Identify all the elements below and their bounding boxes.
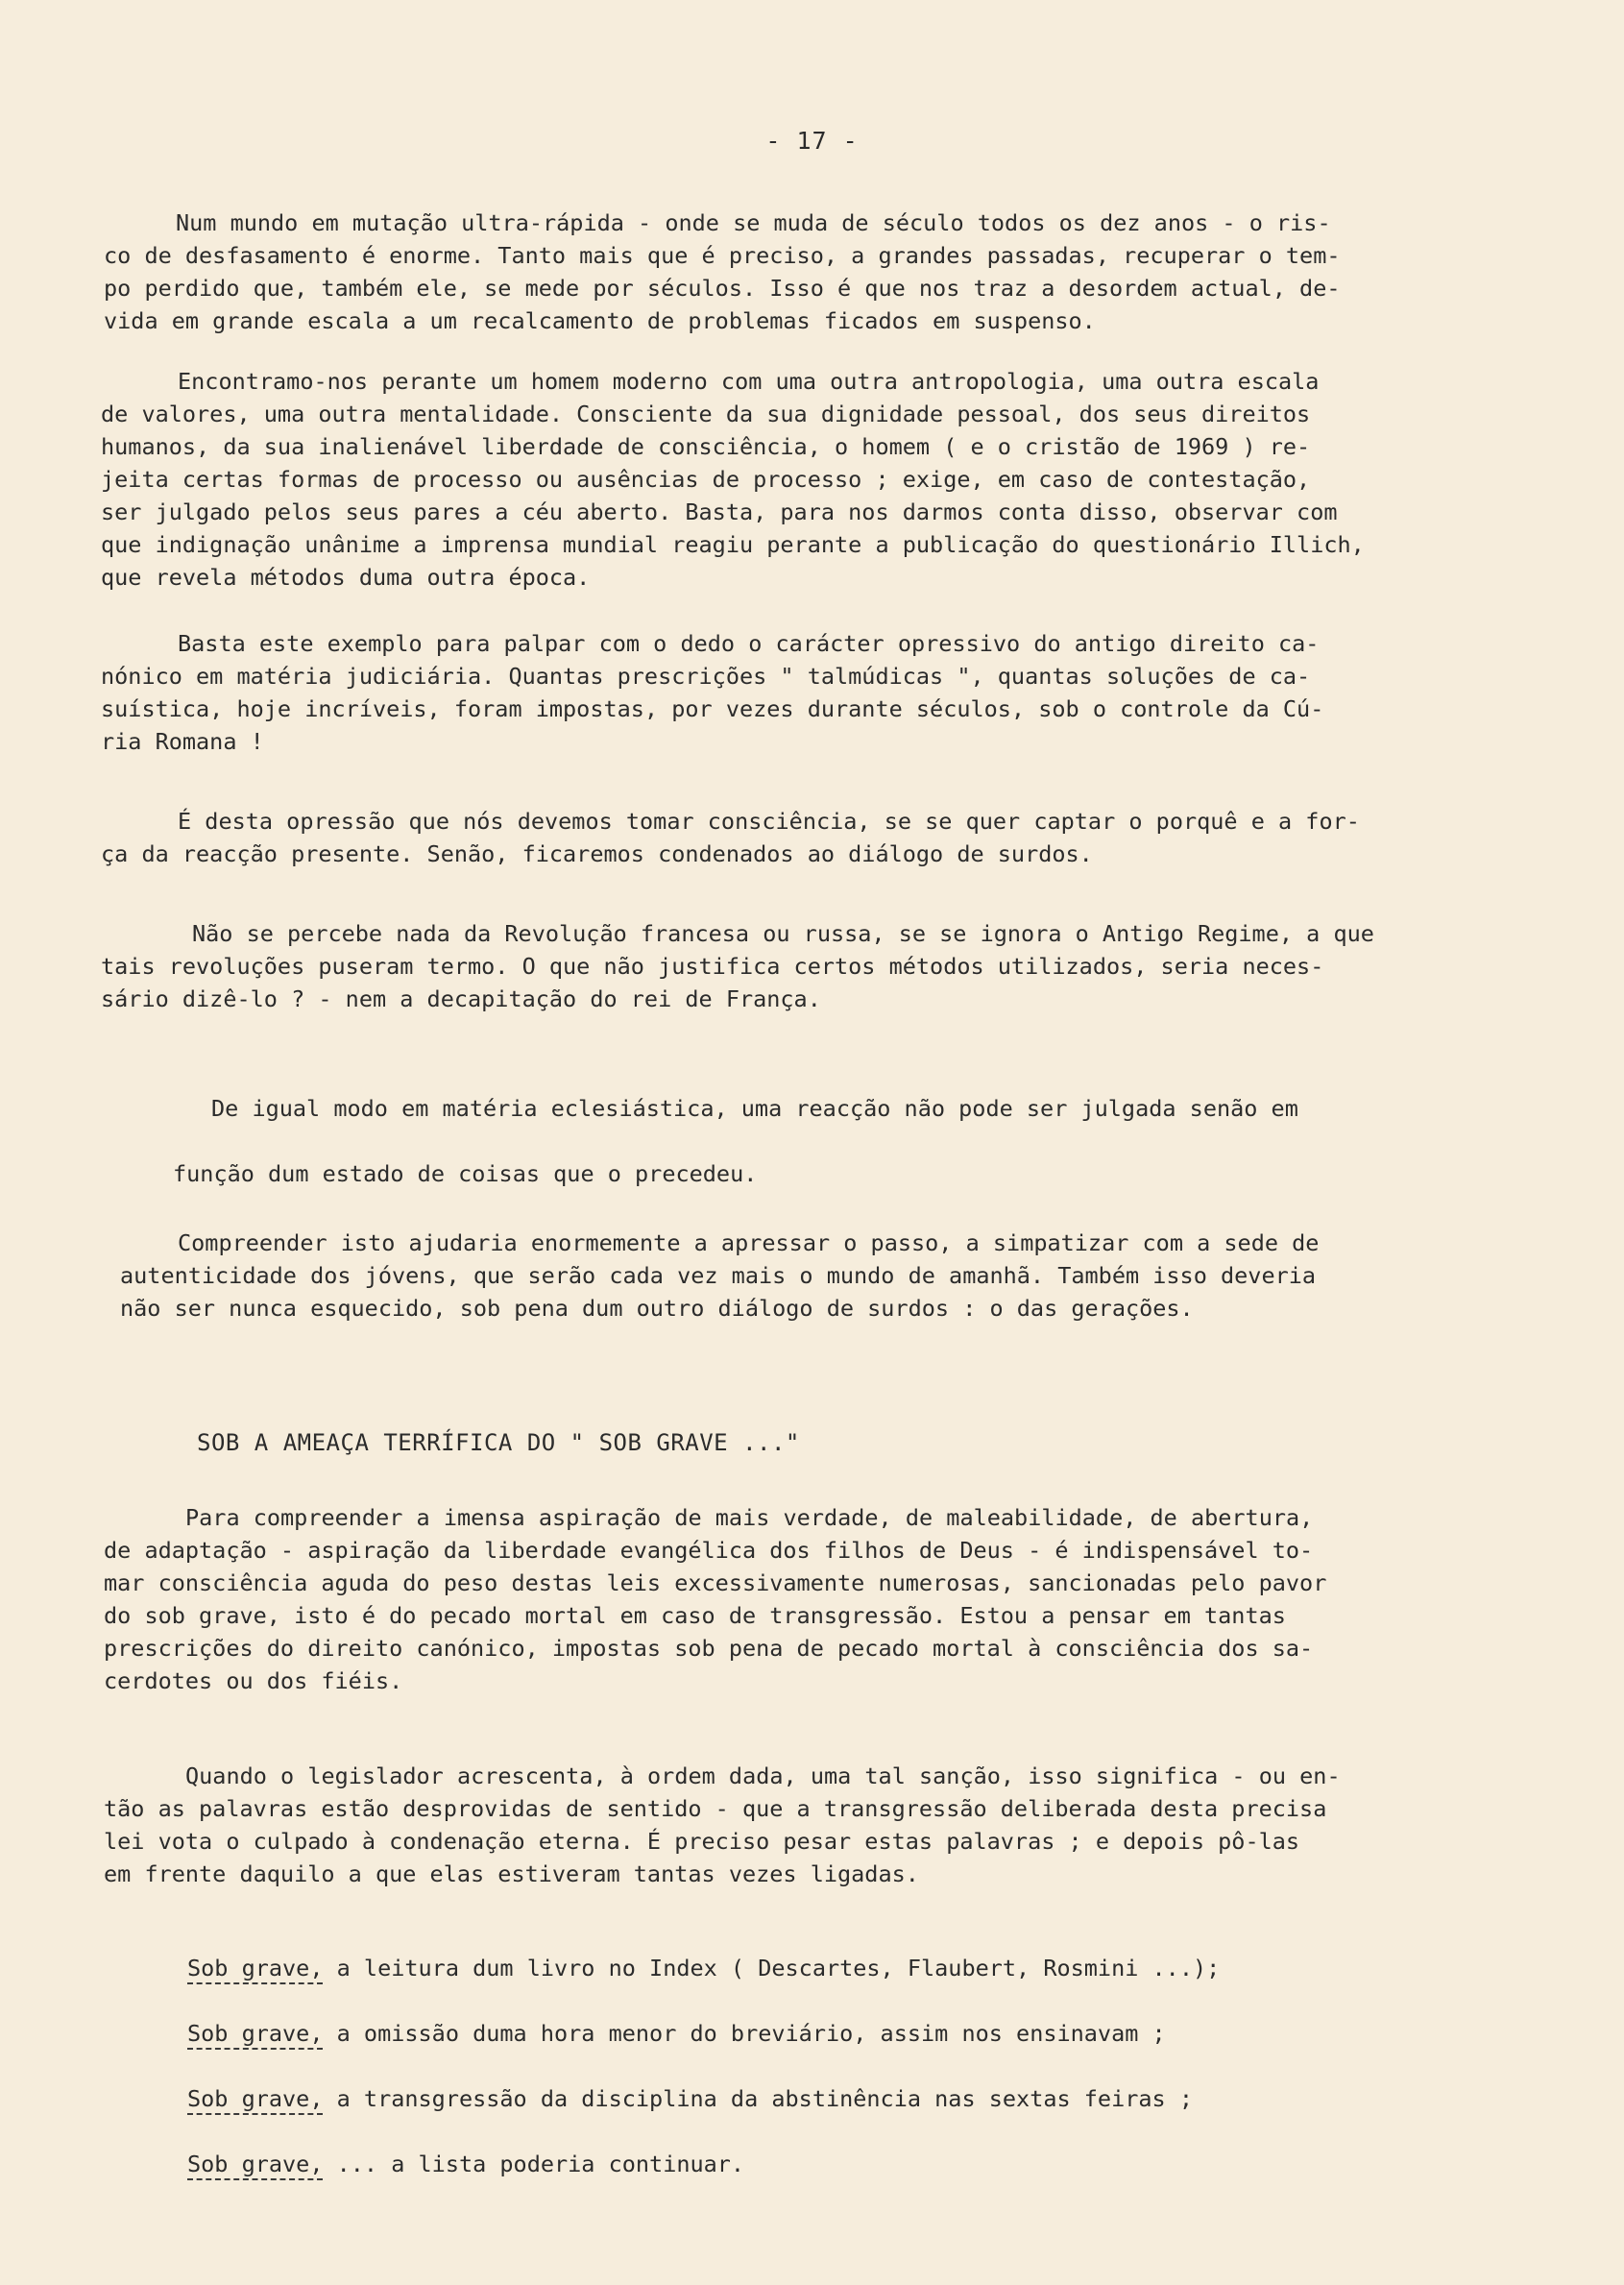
text-line: Num mundo em mutação ultra-rápida - onde se muda de século todos os dez anos - o ris- — [176, 209, 1331, 236]
text-line: Quando o legislador acrescenta, à ordem dada, uma tal sanção, isso significa - ou en- — [185, 1762, 1341, 1789]
sob-grave-term: Sob grave, — [187, 1955, 323, 1984]
paragraph-9 — [104, 1760, 1573, 1890]
text-line: função dum estado de coisas que o precedeu. — [173, 1160, 758, 1187]
list-item — [187, 1952, 1220, 1984]
list-item-text: a transgressão da disciplina da abstinência nas sextas feiras ; — [323, 2085, 1193, 2112]
text-line: É desta opressão que nós devemos tomar consciência, se se quer captar o porquê e a for- — [178, 808, 1360, 835]
text-line: humanos, da sua inalienável liberdade de consciência, o homem ( e o cristão de 1969 ) re- — [101, 433, 1311, 460]
paragraph-5 — [101, 917, 1580, 1015]
section-heading: SOB A AMEAÇA TERRÍFICA DO " SOB GRAVE ..." — [197, 1429, 800, 1456]
text-line: autenticidade dos jóvens, que serão cada vez mais o mundo de amanhã. Também isso deveria — [120, 1262, 1317, 1289]
text-line: não ser nunca esquecido, sob pena dum outro diálogo de surdos : o das gerações. — [120, 1295, 1194, 1322]
text-line: prescrições do direito canónico, impostas sob pena de pecado mortal à consciência dos sa- — [104, 1635, 1314, 1662]
text-line: ria Romana ! — [101, 728, 264, 755]
sob-grave-term: Sob grave, — [187, 2085, 323, 2115]
text-line: lei vota o culpado à condenação eterna. É preciso pesar estas palavras ; e depois pô-las — [104, 1828, 1300, 1855]
text-line: mar consciência aguda do peso destas leis excessivamente numerosas, sancionadas pelo pavor — [104, 1569, 1327, 1596]
paragraph-8 — [104, 1501, 1573, 1697]
text-line: De igual modo em matéria eclesiástica, uma reacção não pode ser julgada senão em — [211, 1095, 1298, 1122]
text-line: ser julgado pelos seus pares a céu aberto. Basta, para nos darmos conta disso, observar com — [101, 498, 1338, 525]
paragraph-6 — [173, 1076, 1498, 1206]
text-line: vida em grande escala a um recalcamento de problemas ficados em suspenso. — [104, 307, 1096, 334]
paragraph-1 — [104, 207, 1544, 337]
text-line: de adaptação - aspiração da liberdade evangélica dos filhos de Deus - é indispensável to- — [104, 1537, 1314, 1564]
text-line: em frente daquilo a que elas estiveram tantas vezes ligadas. — [104, 1860, 919, 1887]
text-line: suística, hoje incríveis, foram impostas, por vezes durante séculos, sob o controle da Cú- — [101, 695, 1324, 722]
text-line: jeita certas formas de processo ou ausências de processo ; exige, em caso de contestação, — [101, 466, 1311, 493]
text-line: tão as palavras estão desprovidas de sentido - que a transgressão deliberada desta precisa — [104, 1795, 1327, 1822]
text-line: co de desfasamento é enorme. Tanto mais que é preciso, a grandes passadas, recuperar o tem- — [104, 242, 1341, 269]
text-line: cerdotes ou dos fiéis. — [104, 1667, 403, 1694]
sob-grave-term: Sob grave, — [187, 2151, 323, 2180]
text-line: po perdido que, também ele, se mede por séculos. Isso é que nos traz a desordem actual, de- — [104, 275, 1341, 302]
text-line: Não se percebe nada da Revolução francesa ou russa, se se ignora o Antigo Regime, a que — [192, 920, 1374, 947]
text-line: ça da reacção presente. Senão, ficaremos condenados ao diálogo de surdos. — [101, 840, 1093, 867]
paragraph-2 — [101, 365, 1580, 594]
text-line: Compreender isto ajudaria enormemente a apressar o passo, a simpatizar com a sede de — [178, 1229, 1320, 1256]
list-item — [187, 2082, 1220, 2115]
text-line: nónico em matéria judiciária. Quantas prescrições " talmúdicas ", quantas soluções de ca- — [101, 663, 1311, 690]
text-line: Encontramo-nos perante um homem moderno com uma outra antropologia, uma outra escala — [178, 368, 1320, 395]
text-line: tais revoluções puseram termo. O que não justifica certos métodos utilizados, seria neces- — [101, 953, 1324, 980]
list-item — [187, 2148, 1220, 2180]
list-item-text: ... a lista poderia continuar. — [323, 2151, 745, 2177]
list-item-text: a leitura dum livro no Index ( Descartes, Flaubert, Rosmini ...); — [323, 1955, 1221, 1981]
paragraph-7 — [120, 1227, 1561, 1325]
page-number: - 17 - — [765, 127, 859, 155]
text-line: do sob grave, isto é do pecado mortal em caso de transgressão. Estou a pensar em tantas — [104, 1602, 1286, 1629]
list-item — [187, 2017, 1220, 2050]
paragraph-4 — [101, 805, 1570, 870]
paragraph-3 — [101, 627, 1561, 758]
sob-grave-term: Sob grave, — [187, 2020, 323, 2050]
text-line: Para compreender a imensa aspiração de mais verdade, de maleabilidade, de abertura, — [185, 1504, 1314, 1531]
text-line: sário dizê-lo ? - nem a decapitação do rei de França. — [101, 985, 821, 1012]
text-line: que indignação unânime a imprensa mundial reagiu perante a publicação do questionário Illich, — [101, 531, 1365, 558]
list-item-text: a omissão duma hora menor do breviário, assim nos ensinavam ; — [323, 2020, 1166, 2047]
text-line: Basta este exemplo para palpar com o dedo o carácter opressivo do antigo direito ca- — [178, 630, 1320, 657]
text-line: de valores, uma outra mentalidade. Consciente da sua dignidade pessoal, dos seus direitos — [101, 401, 1311, 427]
text-line: que revela métodos duma outra época. — [101, 564, 591, 591]
sob-grave-list — [187, 1952, 1220, 2213]
